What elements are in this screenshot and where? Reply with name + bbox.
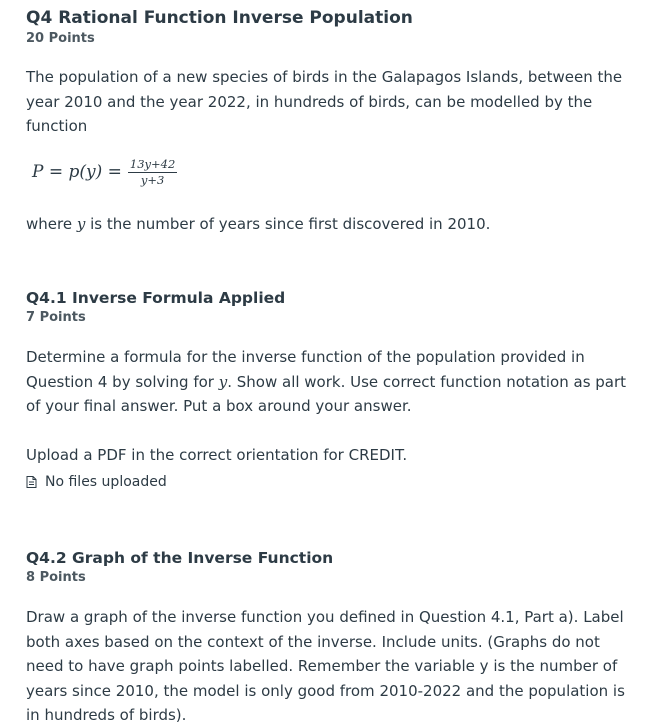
q4-1-instructions [26,345,632,419]
upload-status [26,472,167,492]
q4-header [26,7,413,48]
population-formula [32,152,177,192]
where-suffix: is the number of years since first discovered in 2010. [85,215,491,233]
q4-2-title: Q4.2 Graph of the Inverse Function [26,549,334,567]
where-prefix: where [26,215,77,233]
q4-1-title: Q4.1 Inverse Formula Applied [26,289,286,307]
upload-status-text: No files uploaded [45,474,167,490]
q4-2-header [26,548,333,587]
formula-lhs: P = p(y) = [32,162,122,182]
upload-instruction: Upload a PDF in the correct orientation for CREDIT. [26,446,408,464]
q4-1-text-a: Determine a formula for the inverse function of the population provided in Question 4 by solving for [26,348,585,391]
q4-2-points: 8 Points [26,570,86,585]
q4-1-text-b: . Show all work. Use correct function notation as part of your final answer. Put a box around your answer. [26,372,627,415]
q4-description: The population of a new species of birds in the Galapagos Islands, between the year 2010 and the year 2022, in hundreds of birds, can be modelled by the function [26,68,623,135]
formula-fraction [128,158,177,187]
formula-numerator: 13y+42 [129,156,176,171]
formula-denominator: y+3 [140,172,165,187]
q4-variable-note [26,212,490,237]
file-icon [26,476,37,488]
q4-1-points: 7 Points [26,310,86,325]
q4-1-variable: y [218,372,228,391]
where-variable: y [76,215,86,233]
q4-title: Q4 Rational Function Inverse Population [26,8,413,28]
q4-points: 20 Points [26,31,95,46]
q4-2-instructions: Draw a graph of the inverse function you defined in Question 4.1, Part a). Label both axes based on the context of the inverse. Include units. (Graphs do not need to have graph points labelled. Remember the variable y is the number of years since 2010, the model is only good from 2010-2022 and the population is in hundreds of birds). [26,608,625,724]
q4-1-header [26,288,285,327]
